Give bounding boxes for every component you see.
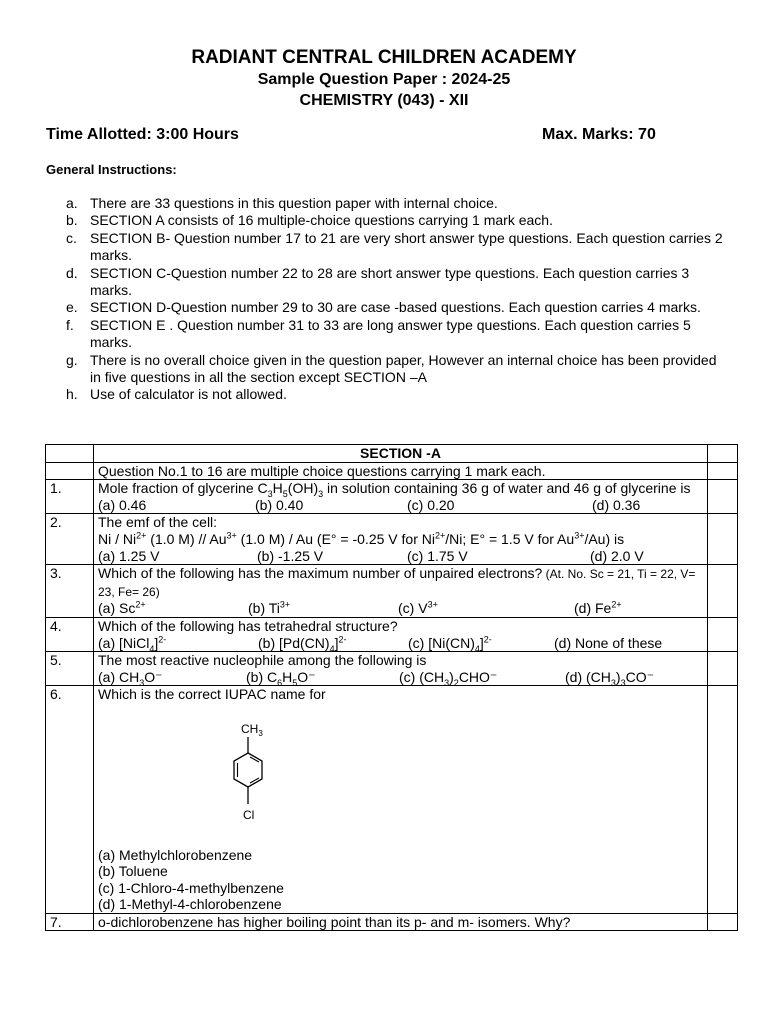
instruction-item: d. SECTION C-Question number 22 to 28 are short answer type questions. Each question carries 3 marks.: [66, 264, 690, 299]
question-number: 5.: [46, 652, 94, 686]
option-b: (b) -1.25 V: [257, 547, 324, 564]
option-a: (a) Methylchlorobenzene: [98, 846, 253, 863]
question-body: Mole fraction of glycerine $C_3H_5(OH)_3$ in solution containing 36 g of water and 46 g of glycerine is (a) 0.46 (b) 0.40 (c) 0.20 (d) 0.36: [94, 480, 708, 514]
option-a: (a) $Sc^{2+}$: [98, 599, 146, 617]
section-note-row: [46, 462, 738, 480]
instructions-title: General Instructions:: [46, 162, 177, 177]
option-b: (b) $Ti^{3+}$: [248, 599, 291, 617]
option-a: (a) 0.46: [98, 496, 147, 513]
question-row-5: [46, 652, 738, 686]
section-title: SECTION -A: [94, 445, 708, 463]
option-b: (b) $[Pd(CN)_4]^{2-}$: [258, 633, 347, 654]
question-number: 3.: [46, 565, 94, 618]
option-d: (d) 2.0 V: [590, 547, 644, 564]
option-c: (c) $(CH_3)_2CHO^-$: [399, 668, 498, 688]
question-body: The most reactive nucleophile among the following is (a) $CH_3O^-$ (b) $C_6H_5O^-$ (c) $(CH_3)_2CHO^-$ (d) $(CH_3)_3CO^-$: [94, 652, 708, 686]
question-row-4: [46, 617, 738, 651]
instruction-item: b. SECTION A consists of 16 multiple-choice questions carrying 1 mark each.: [66, 212, 553, 229]
option-a: (a) $CH_3O^-$: [98, 668, 163, 688]
option-b: (b) 0.40: [255, 496, 304, 513]
option-d: (d) $(CH_3)_3CO^-$: [565, 668, 654, 688]
option-c: (c) $[Ni(CN)_4]^{2-}$: [408, 633, 492, 654]
instruction-item: f. SECTION E . Question number 31 to 33 are long answer type questions. Each question carries 5 marks.: [66, 316, 691, 351]
ring-double-bond: [250, 778, 259, 783]
question-body: o-dichlorobenzene has higher boiling point than its p- and m- isomers. Why?: [94, 913, 708, 931]
question-body: Which of the following has the maximum number of unpaired electrons? (At. No. Sc = 21, Ti = 22, V= 23, Fe= 26) (a) $Sc^{2+}$ (b) $Ti^{3+}$ (c) $V^{3+}$ (d) $Fe^{2+}$: [94, 565, 708, 618]
option-c: (c) 1-Chloro-4-methylbenzene: [98, 879, 284, 896]
question-body: The emf of the cell: Ni / $Ni^{2+}$ (1.0 $M) // Au^{3+}$ (1.0 M) / Au (E° = -0.25 V for $Ni^{2+}/Ni$; E° = 1.5 V for $Au^{3+}/Au$) is (a) 1.25 V (b) -1.25 V (c) 1.75 V (d) 2.0 V: [94, 514, 708, 565]
option-a: (a) [NiCl$_4$]$^{2-}$: [98, 633, 167, 654]
option-d: (d) $Fe^{2+}$: [574, 599, 622, 617]
question-number: 7.: [46, 913, 94, 931]
section-header-row: [46, 445, 738, 463]
section-note: Question No.1 to 16 are multiple choice questions carrying 1 mark each.: [94, 462, 708, 480]
question-row-7: [46, 913, 738, 931]
paper-title: Sample Question Paper : 2024-25: [257, 71, 511, 88]
question-body: Which is the correct IUPAC name for $CH_3$ Cl (a) Methylchlorobenzene (b) Toluene (c) 1-Chloro-4-methylbenzene (d) 1-Methyl-4-chlorobenzene: [94, 686, 708, 914]
question-number: 4.: [46, 617, 94, 651]
question-body: Which of the following has tetrahedral structure? (a) [NiCl$_4$]$^{2-}$ (b) $[Pd(CN)_4]^{2-}$ (c) $[Ni(CN)_4]^{2-}$ (d) None of these: [94, 617, 708, 651]
instruction-item: g. There is no overall choice given in the question paper, However an internal choice has been provided in five questions in all the section except SECTION –A: [66, 351, 717, 386]
ring-double-bond: [250, 757, 259, 762]
benzene-ring: [234, 753, 262, 787]
time-allotted: Time Allotted: 3:00 Hours: [46, 126, 239, 143]
instruction-item: e. SECTION D-Question number 29 to 30 are case -based questions. Each question carries 4 marks.: [66, 299, 701, 316]
question-row-6: [46, 686, 738, 914]
question-row-1: [46, 480, 738, 514]
instruction-item: a. There are 33 questions in this question paper with internal choice.: [66, 195, 498, 211]
instructions-list: [66, 195, 726, 404]
question-row-3: [46, 565, 738, 618]
option-a: (a) 1.25 V: [98, 547, 160, 564]
instruction-item: c. SECTION B- Question number 17 to 21 are very short answer type questions. Each question carries 2 marks.: [66, 229, 723, 264]
option-c: (c) 0.20: [407, 496, 455, 513]
option-b: (b) Toluene: [98, 863, 168, 880]
option-c: (c) 1.75 V: [407, 547, 468, 564]
methyl-label: $CH_3$: [241, 721, 263, 738]
question-row-2: [46, 514, 738, 565]
school-name: RADIANT CENTRAL CHILDREN ACADEMY: [191, 47, 577, 68]
max-marks: Max. Marks: 70: [542, 126, 656, 143]
subject-title: CHEMISTRY (043) - XII: [299, 92, 469, 109]
instruction-item: h. Use of calculator is not allowed.: [66, 386, 287, 403]
question-number: 2.: [46, 514, 94, 565]
option-c: (c) $V^{3+}$: [398, 599, 438, 617]
chlorotoluene-structure: [223, 719, 283, 839]
option-d: (d) 1-Methyl-4-chlorobenzene: [98, 896, 282, 913]
option-d: (d) None of these: [554, 634, 663, 651]
question-number: 6.: [46, 686, 94, 914]
structure-diagram: [98, 703, 703, 847]
section-a-table: [45, 444, 738, 931]
question-number: 1.: [46, 480, 94, 514]
option-b: (b) $C_6H_5O^-$: [246, 668, 316, 688]
option-d: (d) 0.36: [592, 496, 641, 513]
chloro-label: Cl: [243, 807, 255, 822]
